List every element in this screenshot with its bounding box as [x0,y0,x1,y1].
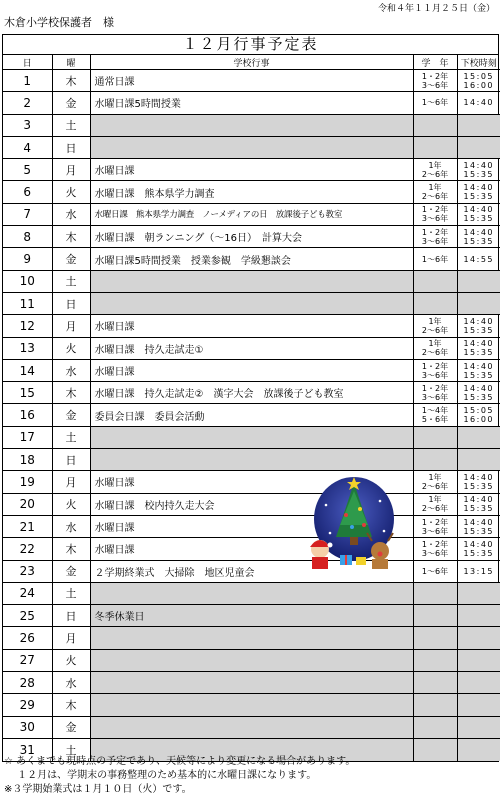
event-cell [90,136,413,158]
weekday-cell: 木 [52,694,90,716]
day-cell: 11 [3,292,52,314]
grade-cell: 1〜6年 [413,560,457,582]
dismissal-time-cell: 15:05 16:00 [457,404,500,426]
day-cell: 15 [3,382,52,404]
grade-cell [413,449,457,471]
schedule-row [3,404,500,426]
schedule-row [3,605,500,627]
event-cell: 水曜日課 持久走試走② 漢字大会 放課後子ども教室 [90,382,413,404]
schedule-row [3,315,500,337]
grade-cell: 1年 2〜6年 [413,471,457,493]
dismissal-time-cell [457,449,500,471]
dismissal-time-cell: 13:15 [457,560,500,582]
event-cell [90,449,413,471]
weekday-cell: 月 [52,627,90,649]
day-cell: 29 [3,694,52,716]
grade-cell: 1・2年 3〜6年 [413,359,457,381]
weekday-cell: 木 [52,382,90,404]
grade-cell [413,672,457,694]
day-cell: 22 [3,538,52,560]
schedule-row [3,426,500,448]
column-header-time: 下校時刻 [457,55,500,70]
schedule-row [3,627,500,649]
event-cell [90,582,413,604]
day-cell: 28 [3,672,52,694]
grade-cell [413,605,457,627]
note-line: ※３学期始業式は１月１０日（火）です。 [4,784,192,795]
dismissal-time-cell: 14:40 15:35 [457,181,500,203]
day-cell: 16 [3,404,52,426]
event-cell: 水曜日課 [90,471,413,493]
dismissal-time-cell: 14:40 15:35 [457,493,500,515]
grade-cell: 1・2年 3〜6年 [413,203,457,225]
day-cell: 5 [3,159,52,181]
dismissal-time-cell [457,716,500,738]
event-cell: 水曜日課 校内持久走大会 [90,493,413,515]
day-cell: 31 [3,738,52,760]
event-cell: 水曜日課 熊本県学力調査 [90,181,413,203]
dismissal-time-cell: 14:40 15:35 [457,159,500,181]
event-cell [90,627,413,649]
weekday-cell: 月 [52,315,90,337]
day-cell: 19 [3,471,52,493]
christmas-snowglobe-illustration [300,475,404,573]
day-cell: 12 [3,315,52,337]
event-cell: 水曜日課5時間授業 [90,92,413,114]
schedule-row [3,159,500,181]
schedule-row [3,672,500,694]
dismissal-time-cell: 14:40 15:35 [457,337,500,359]
dismissal-time-cell: 14:40 [457,92,500,114]
weekday-cell: 木 [52,70,90,92]
weekday-cell: 日 [52,449,90,471]
dismissal-time-cell [457,672,500,694]
grade-cell [413,292,457,314]
grade-cell: 1・2年 3〜6年 [413,382,457,404]
dismissal-time-cell: 14:40 15:35 [457,471,500,493]
dismissal-time-cell [457,605,500,627]
weekday-cell: 金 [52,404,90,426]
weekday-cell: 水 [52,672,90,694]
weekday-cell: 金 [52,248,90,270]
weekday-cell: 月 [52,159,90,181]
schedule-row [3,114,500,136]
schedule-row [3,694,500,716]
grade-cell: 1年 2〜6年 [413,337,457,359]
event-cell [90,270,413,292]
schedule-row [3,270,500,292]
event-cell [90,694,413,716]
grade-cell: 1年 2〜6年 [413,493,457,515]
grade-cell: 1・2年 3〜6年 [413,515,457,537]
schedule-row [3,449,500,471]
weekday-cell: 木 [52,226,90,248]
dismissal-time-cell: 14:40 15:35 [457,315,500,337]
grade-cell [413,649,457,671]
event-cell [90,672,413,694]
day-cell: 7 [3,203,52,225]
dismissal-time-cell [457,136,500,158]
event-cell [90,426,413,448]
day-cell: 4 [3,136,52,158]
schedule-row [3,538,500,560]
event-cell: 水曜日課 [90,315,413,337]
grade-cell: 1〜6年 [413,92,457,114]
column-header-weekday: 曜 [52,55,90,70]
weekday-cell: 水 [52,203,90,225]
dismissal-time-cell: 14:40 15:35 [457,226,500,248]
grade-cell [413,716,457,738]
weekday-cell: 日 [52,292,90,314]
day-cell: 2 [3,92,52,114]
schedule-row [3,493,500,515]
weekday-cell: 火 [52,181,90,203]
dismissal-time-cell [457,426,500,448]
day-cell: 21 [3,515,52,537]
dismissal-time-cell [457,738,500,760]
grade-cell [413,738,457,760]
dismissal-time-cell: 14:40 15:35 [457,515,500,537]
day-cell: 13 [3,337,52,359]
event-cell: 委員会日課 委員会活動 [90,404,413,426]
grade-cell [413,627,457,649]
day-cell: 17 [3,426,52,448]
grade-cell [413,114,457,136]
day-cell: 1 [3,70,52,92]
day-cell: 9 [3,248,52,270]
dismissal-time-cell: 14:40 15:35 [457,538,500,560]
day-cell: 25 [3,605,52,627]
grade-cell [413,426,457,448]
event-cell: 水曜日課5時間授業 授業参観 学級懇談会 [90,248,413,270]
dismissal-time-cell [457,627,500,649]
event-cell: ２学期終業式 大掃除 地区児童会 [90,560,413,582]
note-line: ☆ あくまでも現時点の予定であり、天候等により変更になる場合があります。 [4,756,356,767]
grade-cell [413,582,457,604]
header-row [3,55,500,70]
schedule-row [3,70,500,92]
day-cell: 30 [3,716,52,738]
event-cell: 水曜日課 [90,538,413,560]
grade-cell: 1・2年 3〜6年 [413,538,457,560]
dismissal-time-cell: 14:40 15:35 [457,382,500,404]
schedule-row [3,226,500,248]
weekday-cell: 火 [52,649,90,671]
weekday-cell: 金 [52,92,90,114]
dismissal-time-cell [457,694,500,716]
grade-cell: 1・2年 3〜6年 [413,70,457,92]
schedule-row [3,92,500,114]
grade-cell: 1〜4年 5・6年 [413,404,457,426]
grade-cell [413,694,457,716]
column-header-grade: 学 年 [413,55,457,70]
schedule-row [3,471,500,493]
schedule-row [3,560,500,582]
schedule-table [3,55,500,761]
weekday-cell: 土 [52,270,90,292]
day-cell: 23 [3,560,52,582]
schedule-sheet [2,34,499,762]
weekday-cell: 月 [52,471,90,493]
event-cell: 通常日課 [90,70,413,92]
event-cell [90,649,413,671]
weekday-cell: 金 [52,560,90,582]
weekday-cell: 火 [52,337,90,359]
event-cell [90,114,413,136]
day-cell: 10 [3,270,52,292]
schedule-row [3,203,500,225]
grade-cell: 1年 2〜6年 [413,315,457,337]
dismissal-time-cell: 14:40 15:35 [457,359,500,381]
weekday-cell: 土 [52,738,90,760]
schedule-row [3,359,500,381]
weekday-cell: 水 [52,515,90,537]
weekday-cell: 日 [52,605,90,627]
grade-cell: 1・2年 3〜6年 [413,226,457,248]
grade-cell [413,136,457,158]
day-cell: 24 [3,582,52,604]
schedule-row [3,382,500,404]
event-cell: 水曜日課 [90,359,413,381]
weekday-cell: 土 [52,426,90,448]
grade-cell: 1〜6年 [413,248,457,270]
schedule-row [3,337,500,359]
day-cell: 6 [3,181,52,203]
dismissal-time-cell [457,649,500,671]
dismissal-time-cell: 14:55 [457,248,500,270]
issue-date: 令和４年１１月２５日（金） [377,4,495,14]
note-line: １２月は、学期末の事務整理のため基本的に水曜日課になります。 [4,770,317,781]
event-cell: 水曜日課 [90,159,413,181]
event-cell: 水曜日課 持久走試走① [90,337,413,359]
day-cell: 27 [3,649,52,671]
event-cell [90,716,413,738]
dismissal-time-cell: 14:40 15:35 [457,203,500,225]
notes [4,755,355,797]
event-cell [90,292,413,314]
day-cell: 14 [3,359,52,381]
dismissal-time-cell [457,292,500,314]
day-cell: 26 [3,627,52,649]
day-cell: 3 [3,114,52,136]
schedule-row [3,248,500,270]
schedule-row [3,181,500,203]
event-cell: 冬季休業日 [90,605,413,627]
grade-cell [413,270,457,292]
weekday-cell: 土 [52,582,90,604]
addressee: 木倉小学校保護者 様 [4,16,114,29]
column-header-day: 日 [3,55,52,70]
schedule-row [3,716,500,738]
grade-cell: 1年 2〜6年 [413,181,457,203]
dismissal-time-cell [457,270,500,292]
weekday-cell: 木 [52,538,90,560]
event-cell: 水曜日課 熊本県学力調査 ノーメディアの日 放課後子ども教室 [90,203,413,225]
event-cell: 水曜日課 [90,515,413,537]
day-cell: 8 [3,226,52,248]
column-header-event: 学校行事 [90,55,413,70]
schedule-row [3,136,500,158]
schedule-row [3,649,500,671]
weekday-cell: 日 [52,136,90,158]
weekday-cell: 土 [52,114,90,136]
event-cell: 水曜日課 朝ランニング（〜16日） 計算大会 [90,226,413,248]
weekday-cell: 金 [52,716,90,738]
weekday-cell: 火 [52,493,90,515]
weekday-cell: 水 [52,359,90,381]
day-cell: 18 [3,449,52,471]
schedule-row [3,292,500,314]
day-cell: 20 [3,493,52,515]
schedule-row [3,582,500,604]
grade-cell: 1年 2〜6年 [413,159,457,181]
page-title: １２月行事予定表 [3,35,498,55]
dismissal-time-cell: 15:05 16:00 [457,70,500,92]
schedule-row [3,515,500,537]
dismissal-time-cell [457,114,500,136]
dismissal-time-cell [457,582,500,604]
